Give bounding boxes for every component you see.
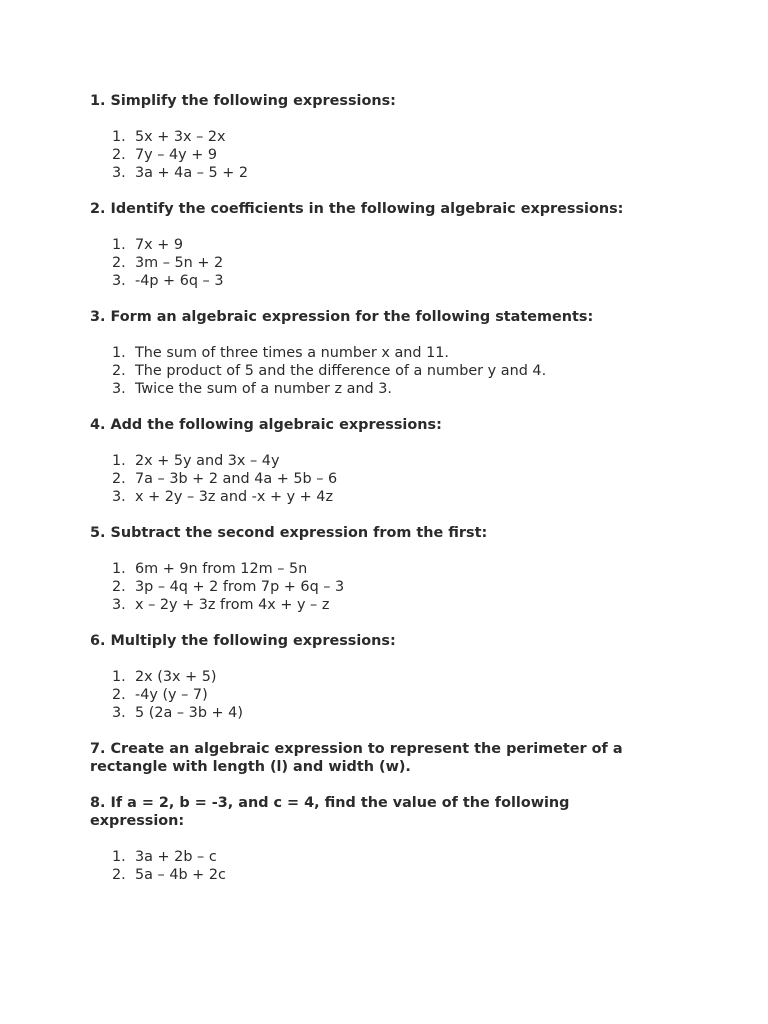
item-text: 2x (3x + 5) xyxy=(135,669,217,685)
list-item xyxy=(112,236,668,254)
item-number: 3. xyxy=(112,597,126,613)
item-text: 3m – 5n + 2 xyxy=(135,255,224,271)
list-item xyxy=(112,164,668,182)
item-number: 3. xyxy=(112,273,126,289)
item-text: Twice the sum of a number z and 3. xyxy=(135,381,392,397)
list-item xyxy=(112,470,668,488)
list-item xyxy=(112,686,668,704)
item-text: x – 2y + 3z from 4x + y – z xyxy=(135,597,330,613)
item-number: 2. xyxy=(112,579,126,595)
list-item xyxy=(112,146,668,164)
list-item xyxy=(112,344,668,362)
list-item xyxy=(112,596,668,614)
list-item xyxy=(112,848,668,866)
question-heading: 7. Create an algebraic expression to represent the perimeter of a rectangle with length (l) and width (w). xyxy=(90,741,623,775)
question-heading: 6. Multiply the following expressions: xyxy=(90,633,396,649)
question-items xyxy=(90,668,668,722)
list-item xyxy=(112,560,668,578)
question-7 xyxy=(90,740,668,776)
list-item xyxy=(112,866,668,884)
question-heading: 5. Subtract the second expression from the first: xyxy=(90,525,488,541)
question-items xyxy=(90,560,668,614)
item-number: 3. xyxy=(112,489,126,505)
item-text: 5a – 4b + 2c xyxy=(135,867,226,883)
item-text: The sum of three times a number x and 11. xyxy=(135,345,449,361)
question-3 xyxy=(90,308,668,398)
list-item xyxy=(112,272,668,290)
question-heading: 3. Form an algebraic expression for the following statements: xyxy=(90,309,594,325)
list-item xyxy=(112,704,668,722)
item-text: 3a + 2b – c xyxy=(135,849,217,865)
item-number: 2. xyxy=(112,255,126,271)
item-text: 2x + 5y and 3x – 4y xyxy=(135,453,280,469)
item-number: 3. xyxy=(112,705,126,721)
list-item xyxy=(112,452,668,470)
item-text: -4p + 6q – 3 xyxy=(135,273,224,289)
list-item xyxy=(112,254,668,272)
item-text: -4y (y – 7) xyxy=(135,687,208,703)
list-item xyxy=(112,362,668,380)
item-text: The product of 5 and the difference of a number y and 4. xyxy=(135,363,547,379)
item-number: 2. xyxy=(112,147,126,163)
item-number: 2. xyxy=(112,471,126,487)
item-number: 1. xyxy=(112,129,126,145)
question-items xyxy=(90,452,668,506)
item-text: 7a – 3b + 2 and 4a + 5b – 6 xyxy=(135,471,338,487)
question-heading: 8. If a = 2, b = -3, and c = 4, find the value of the following expression: xyxy=(90,795,570,829)
item-number: 3. xyxy=(112,165,126,181)
item-number: 1. xyxy=(112,237,126,253)
item-number: 2. xyxy=(112,363,126,379)
item-number: 1. xyxy=(112,345,126,361)
question-5 xyxy=(90,524,668,614)
list-item xyxy=(112,128,668,146)
item-number: 1. xyxy=(112,849,126,865)
list-item xyxy=(112,668,668,686)
list-item xyxy=(112,578,668,596)
question-4 xyxy=(90,416,668,506)
item-number: 1. xyxy=(112,669,126,685)
item-text: x + 2y – 3z and -x + y + 4z xyxy=(135,489,334,505)
question-items xyxy=(90,128,668,182)
question-items xyxy=(90,848,668,884)
item-text: 6m + 9n from 12m – 5n xyxy=(135,561,308,577)
item-number: 2. xyxy=(112,867,126,883)
question-heading: 4. Add the following algebraic expressions: xyxy=(90,417,442,433)
question-heading: 2. Identify the coefficients in the following algebraic expressions: xyxy=(90,201,624,217)
list-item xyxy=(112,380,668,398)
question-2 xyxy=(90,200,668,290)
item-text: 3a + 4a – 5 + 2 xyxy=(135,165,249,181)
question-1 xyxy=(90,92,668,182)
question-items xyxy=(90,236,668,290)
item-text: 7y – 4y + 9 xyxy=(135,147,218,163)
question-8 xyxy=(90,794,668,884)
list-item xyxy=(112,488,668,506)
question-items xyxy=(90,344,668,398)
question-6 xyxy=(90,632,668,722)
item-text: 5x + 3x – 2x xyxy=(135,129,226,145)
item-number: 1. xyxy=(112,561,126,577)
item-text: 7x + 9 xyxy=(135,237,184,253)
item-number: 1. xyxy=(112,453,126,469)
item-number: 3. xyxy=(112,381,126,397)
item-number: 2. xyxy=(112,687,126,703)
item-text: 3p – 4q + 2 from 7p + 6q – 3 xyxy=(135,579,345,595)
item-text: 5 (2a – 3b + 4) xyxy=(135,705,243,721)
question-heading: 1. Simplify the following expressions: xyxy=(90,93,396,109)
